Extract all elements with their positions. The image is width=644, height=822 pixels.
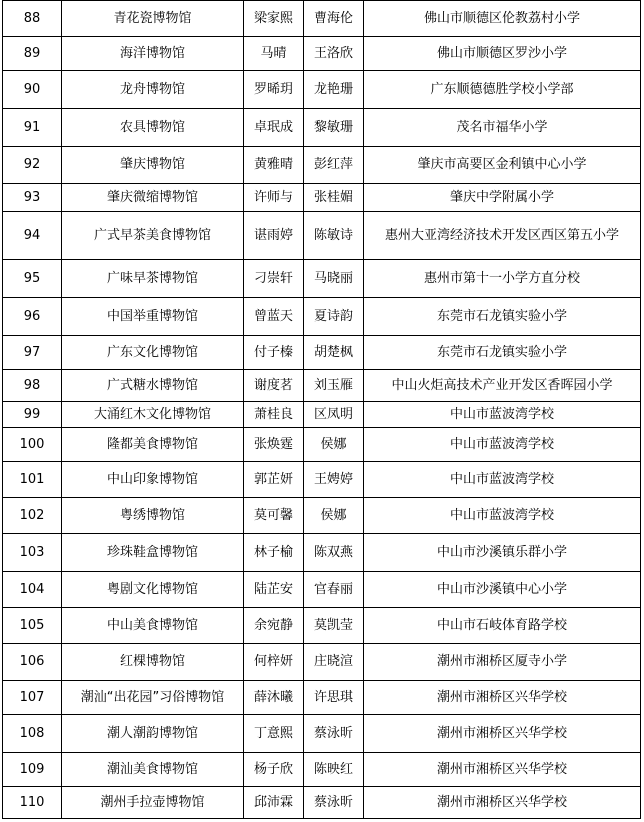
teacher-name: 张桂媚 bbox=[304, 184, 364, 212]
teacher-name: 陈双燕 bbox=[304, 534, 364, 572]
teacher-name: 陈敏诗 bbox=[304, 212, 364, 260]
table-row bbox=[3, 370, 641, 402]
museum-name: 潮人潮韵博物馆 bbox=[62, 715, 244, 753]
school-name: 中山市沙溪镇乐群小学 bbox=[364, 534, 641, 572]
teacher-name: 马晓丽 bbox=[304, 260, 364, 298]
teacher-name: 曹海伦 bbox=[304, 1, 364, 37]
museum-name: 潮州手拉壶博物馆 bbox=[62, 787, 244, 819]
school-name: 潮州市湘桥区兴华学校 bbox=[364, 715, 641, 753]
school-name: 中山市蓝波湾学校 bbox=[364, 462, 641, 498]
row-number: 94 bbox=[3, 212, 62, 260]
student-name: 丁意熙 bbox=[244, 715, 304, 753]
museum-name: 粤绣博物馆 bbox=[62, 498, 244, 534]
museum-name: 广式糖水博物馆 bbox=[62, 370, 244, 402]
row-number: 103 bbox=[3, 534, 62, 572]
table-row bbox=[3, 402, 641, 428]
row-number: 110 bbox=[3, 787, 62, 819]
roster-body bbox=[3, 1, 641, 819]
student-name: 郭芷妍 bbox=[244, 462, 304, 498]
row-number: 96 bbox=[3, 298, 62, 336]
row-number: 101 bbox=[3, 462, 62, 498]
school-name: 佛山市顺德区伦教荔村小学 bbox=[364, 1, 641, 37]
teacher-name: 刘玉雁 bbox=[304, 370, 364, 402]
row-number: 109 bbox=[3, 753, 62, 787]
teacher-name: 许思琪 bbox=[304, 681, 364, 715]
student-name: 张焕霆 bbox=[244, 428, 304, 462]
row-number: 99 bbox=[3, 402, 62, 428]
student-name: 梁家熙 bbox=[244, 1, 304, 37]
table-row bbox=[3, 572, 641, 608]
teacher-name: 胡楚枫 bbox=[304, 336, 364, 370]
student-name: 陆芷安 bbox=[244, 572, 304, 608]
table-row bbox=[3, 787, 641, 819]
school-name: 潮州市湘桥区兴华学校 bbox=[364, 753, 641, 787]
table-row bbox=[3, 644, 641, 681]
student-name: 刁崇轩 bbox=[244, 260, 304, 298]
table-row bbox=[3, 260, 641, 298]
teacher-name: 区凤明 bbox=[304, 402, 364, 428]
teacher-name: 黎敏珊 bbox=[304, 109, 364, 147]
student-name: 黄雅晴 bbox=[244, 147, 304, 184]
museum-name: 广味早茶博物馆 bbox=[62, 260, 244, 298]
table-row bbox=[3, 147, 641, 184]
museum-name: 中山美食博物馆 bbox=[62, 608, 244, 644]
student-name: 谌雨婷 bbox=[244, 212, 304, 260]
school-name: 肇庆市高要区金利镇中心小学 bbox=[364, 147, 641, 184]
table-row bbox=[3, 71, 641, 109]
table-row bbox=[3, 534, 641, 572]
teacher-name: 陈映红 bbox=[304, 753, 364, 787]
teacher-name: 侯娜 bbox=[304, 428, 364, 462]
student-name: 邱沛霖 bbox=[244, 787, 304, 819]
table-row bbox=[3, 462, 641, 498]
student-name: 罗晞玥 bbox=[244, 71, 304, 109]
student-name: 卓珉成 bbox=[244, 109, 304, 147]
row-number: 105 bbox=[3, 608, 62, 644]
table-row bbox=[3, 37, 641, 71]
museum-name: 红棵博物馆 bbox=[62, 644, 244, 681]
teacher-name: 夏诗韵 bbox=[304, 298, 364, 336]
teacher-name: 龙艳珊 bbox=[304, 71, 364, 109]
student-name: 许师与 bbox=[244, 184, 304, 212]
teacher-name: 蔡泳昕 bbox=[304, 715, 364, 753]
school-name: 东莞市石龙镇实验小学 bbox=[364, 336, 641, 370]
row-number: 93 bbox=[3, 184, 62, 212]
school-name: 惠州大亚湾经济技术开发区西区第五小学 bbox=[364, 212, 641, 260]
student-name: 薛沐曦 bbox=[244, 681, 304, 715]
table-row bbox=[3, 681, 641, 715]
school-name: 肇庆中学附属小学 bbox=[364, 184, 641, 212]
school-name: 中山市蓝波湾学校 bbox=[364, 428, 641, 462]
table-row bbox=[3, 184, 641, 212]
table-row bbox=[3, 1, 641, 37]
student-name: 马晴 bbox=[244, 37, 304, 71]
teacher-name: 蔡泳昕 bbox=[304, 787, 364, 819]
student-name: 萧桂良 bbox=[244, 402, 304, 428]
school-name: 茂名市福华小学 bbox=[364, 109, 641, 147]
teacher-name: 王洛欣 bbox=[304, 37, 364, 71]
museum-name: 广式早茶美食博物馆 bbox=[62, 212, 244, 260]
row-number: 92 bbox=[3, 147, 62, 184]
museum-name: 广东文化博物馆 bbox=[62, 336, 244, 370]
school-name: 中山市沙溪镇中心小学 bbox=[364, 572, 641, 608]
school-name: 中山市蓝波湾学校 bbox=[364, 402, 641, 428]
table-row bbox=[3, 298, 641, 336]
table-row bbox=[3, 212, 641, 260]
museum-name: 中国举重博物馆 bbox=[62, 298, 244, 336]
museum-name: 潮汕美食博物馆 bbox=[62, 753, 244, 787]
school-name: 佛山市顺德区罗沙小学 bbox=[364, 37, 641, 71]
school-name: 东莞市石龙镇实验小学 bbox=[364, 298, 641, 336]
museum-name: 青花瓷博物馆 bbox=[62, 1, 244, 37]
row-number: 90 bbox=[3, 71, 62, 109]
student-name: 莫可馨 bbox=[244, 498, 304, 534]
teacher-name: 莫凯莹 bbox=[304, 608, 364, 644]
row-number: 89 bbox=[3, 37, 62, 71]
school-name: 广东顺德德胜学校小学部 bbox=[364, 71, 641, 109]
museum-name: 中山印象博物馆 bbox=[62, 462, 244, 498]
teacher-name: 官春丽 bbox=[304, 572, 364, 608]
table-row bbox=[3, 428, 641, 462]
museum-name: 肇庆微缩博物馆 bbox=[62, 184, 244, 212]
student-name: 林子榆 bbox=[244, 534, 304, 572]
row-number: 102 bbox=[3, 498, 62, 534]
table-row bbox=[3, 498, 641, 534]
table-row bbox=[3, 109, 641, 147]
school-name: 潮州市湘桥区厦寺小学 bbox=[364, 644, 641, 681]
student-name: 曾蓝天 bbox=[244, 298, 304, 336]
row-number: 100 bbox=[3, 428, 62, 462]
row-number: 97 bbox=[3, 336, 62, 370]
student-name: 余宛静 bbox=[244, 608, 304, 644]
teacher-name: 王娉婷 bbox=[304, 462, 364, 498]
table-row bbox=[3, 715, 641, 753]
school-name: 中山市蓝波湾学校 bbox=[364, 498, 641, 534]
row-number: 95 bbox=[3, 260, 62, 298]
museum-name: 大涌红木文化博物馆 bbox=[62, 402, 244, 428]
student-name: 谢度茗 bbox=[244, 370, 304, 402]
row-number: 98 bbox=[3, 370, 62, 402]
row-number: 91 bbox=[3, 109, 62, 147]
school-name: 中山市石岐体育路学校 bbox=[364, 608, 641, 644]
museum-name: 粤剧文化博物馆 bbox=[62, 572, 244, 608]
student-name: 付子榛 bbox=[244, 336, 304, 370]
row-number: 106 bbox=[3, 644, 62, 681]
row-number: 104 bbox=[3, 572, 62, 608]
row-number: 107 bbox=[3, 681, 62, 715]
teacher-name: 彭红萍 bbox=[304, 147, 364, 184]
museum-name: 珍珠鞋盒博物馆 bbox=[62, 534, 244, 572]
museum-roster-table bbox=[2, 0, 641, 819]
museum-name: 海洋博物馆 bbox=[62, 37, 244, 71]
student-name: 何梓妍 bbox=[244, 644, 304, 681]
school-name: 中山火炬高技术产业开发区香晖园小学 bbox=[364, 370, 641, 402]
table-row bbox=[3, 753, 641, 787]
teacher-name: 侯娜 bbox=[304, 498, 364, 534]
museum-name: 隆都美食博物馆 bbox=[62, 428, 244, 462]
school-name: 潮州市湘桥区兴华学校 bbox=[364, 681, 641, 715]
student-name: 杨子欣 bbox=[244, 753, 304, 787]
museum-name: 农具博物馆 bbox=[62, 109, 244, 147]
museum-name: 潮汕“出花园”习俗博物馆 bbox=[62, 681, 244, 715]
teacher-name: 庄晓渲 bbox=[304, 644, 364, 681]
museum-name: 龙舟博物馆 bbox=[62, 71, 244, 109]
school-name: 潮州市湘桥区兴华学校 bbox=[364, 787, 641, 819]
row-number: 108 bbox=[3, 715, 62, 753]
table-row bbox=[3, 336, 641, 370]
school-name: 惠州市第十一小学方直分校 bbox=[364, 260, 641, 298]
museum-name: 肇庆博物馆 bbox=[62, 147, 244, 184]
row-number: 88 bbox=[3, 1, 62, 37]
table-row bbox=[3, 608, 641, 644]
